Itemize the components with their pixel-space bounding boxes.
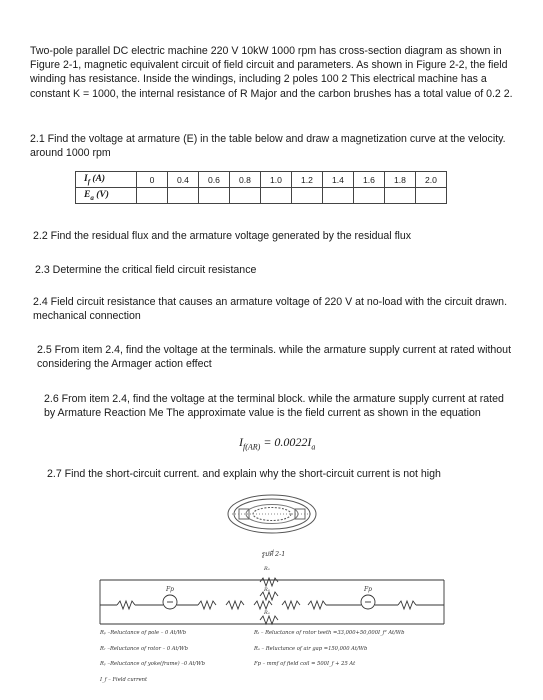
table-cell: 1.4	[323, 172, 354, 188]
table-cell: 1.0	[261, 172, 292, 188]
legend-pole: Rₚ –Reluctance of pole – 0 At/Wb	[100, 630, 187, 636]
legend-yoke: Rᵧ –Reluctance of yoke(frame) –0 At/Wb	[100, 661, 205, 667]
table-cell: 0	[137, 172, 168, 188]
legend-mmf: Fp – mmf of field coil = 500I_f + 25 At	[254, 661, 356, 667]
table-cell: 1.2	[292, 172, 323, 188]
figure-caption: รูปที่ 2-1	[261, 550, 286, 558]
equivalent-circuit	[100, 578, 444, 624]
fp-label-2: Fp	[364, 586, 373, 593]
problem-intro: Two-pole parallel DC electric machine 220 V 10kW 1000 rpm has cross-section diagram as shown in Figure 2-1, magnetic equivalent circuit of field circuit and parameters. As shown in Figure 2-2, the field winding has resistance. Inside the windings, including 2 poles 100 2 This electrical machine has a constant K = 1000, the internal resistance of R Major and the carbon brushes has a total value of 0.2 2.	[30, 45, 513, 100]
r-label: Rₐ	[264, 566, 270, 572]
table-cell: 0.6	[199, 172, 230, 188]
table-cell: 0.8	[230, 172, 261, 188]
question-2-6: 2.6 From item 2.4, find the voltage at the terminal block. while the armature supply current at rated by Armature Reaction Me The approximate value is the field current as shown in the equation	[44, 393, 504, 420]
machine-cross-section	[228, 495, 316, 533]
question-2-1: 2.1 Find the voltage at armature (E) in the table below and draw a magnetization curve at the velocity. around 1000 rpm	[30, 133, 506, 160]
question-2-3: 2.3 Determine the critical field circuit resistance	[35, 264, 257, 276]
row-label-if: $I_f$ (A)	[76, 172, 137, 188]
question-2-7: 2.7 Find the short-circuit current. and explain why the short-circuit current is not high	[47, 468, 441, 480]
legend-air-gap: Rₐ – Reluctance of air gap =150,000 At/Wb	[254, 646, 368, 652]
r-label: Rₐ	[264, 610, 270, 616]
question-2-4: 2.4 Field circuit resistance that causes an armature voltage of 220 V at no-load with the circuit drawn. mechanical connection	[33, 296, 508, 323]
fp-label-1: Fp	[166, 586, 175, 593]
table-cell: 1.8	[385, 172, 416, 188]
table-cell: 0.4	[168, 172, 199, 188]
table-cell: 2.0	[416, 172, 447, 188]
equation: $I_{f(AR)} = 0.0022I_a$	[239, 435, 316, 452]
question-2-5: 2.5 From item 2.4, find the voltage at the terminals. while the armature supply current at rated without considering the Armager action effect	[37, 344, 512, 371]
legend-rotor: Rᵣ –Reluctance of rotor – 0 At/Wb	[100, 646, 188, 652]
legend-rotor-teeth: Rₜ – Reluctance of rotor teeth =33,000+50,000I_f² At/Wb	[254, 630, 405, 636]
row-label-ea: $E_a$ (V)	[76, 188, 137, 204]
r-label: Rₐ	[264, 587, 270, 593]
legend-field-current: I_f – Field current	[100, 677, 148, 683]
question-2-2: 2.2 Find the residual flux and the armature voltage generated by the residual flux	[33, 230, 412, 242]
table-cell: 1.6	[354, 172, 385, 188]
